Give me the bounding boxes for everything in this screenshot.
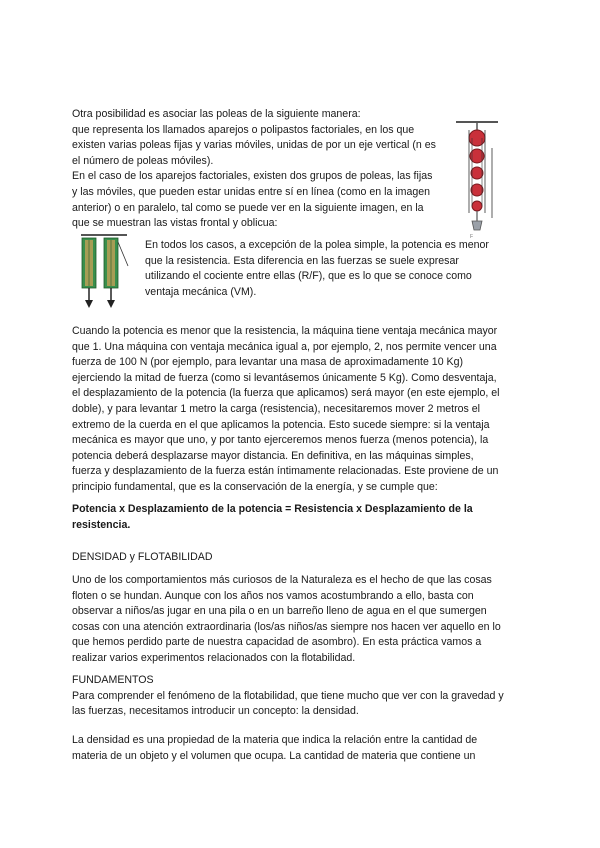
density-block <box>72 573 504 667</box>
formula-text: Potencia x Desplazamiento de la potencia = Resistencia x Desplazamiento de la resistencia. <box>72 503 473 531</box>
advantage-paragraph: Cuando la potencia es menor que la resistencia, la máquina tiene ventaja mecánica mayor que 1. Una máquina con ventaja mecánica igual a, por ejemplo, 2, nos permite vencer una fuerza de 100 N (por ejemplo, para levantar una masa de aproximadamente 10 Kg) ejerciendo la mitad de fuerza (como si levantásemos únicamente 5 Kg). Como desventaja, el desplazamiento de la potencia (la fuerza que aplicamos) será mayor (en este ejemplo, el doble), y para levantar 1 metro la carga (resistencia), necesitaremos mover 2 metros el extremo de la cuerda en el que aplicamos la potencia. Esto sucede siempre: si la ventaja mecánica es mayor que uno, y por tanto ejerceremos menos fuerza (menos potencia), la potencia deberá desplazarse mayor distancia. En definitiva, en las máquinas simples, fuerza y desplazamiento de la fuerza están íntimamente relacionadas. Este proviene de un principio fundamental, que es la conservación de la energía, y se cumple que: <box>72 325 500 493</box>
intro-line-1: Otra posibilidad es asociar las poleas de la siguiente manera: <box>72 108 361 120</box>
intro-paragraph: que representa los llamados aparejos o polipastos factoriales, en los que existen varias poleas fijas y varias móviles, unidas de por un eje vertical (n es el número de poleas móviles). <box>72 123 436 167</box>
advantage-block <box>72 324 504 496</box>
definition-block <box>72 733 504 764</box>
density-heading: DENSIDAD y FLOTABILIDAD <box>72 551 213 563</box>
density-heading-block <box>72 550 504 566</box>
fundamentos-heading: FUNDAMENTOS <box>72 674 154 686</box>
cases-paragraph: En todos los casos, a excepción de la polea simple, la potencia es menor que la resistencia. Esta diferencia en las fuerzas se suele expresar utilizando el cociente entre ellas (R/F), que es lo que se conoce como ventaja mecánica (VM). <box>145 239 489 298</box>
cases-block <box>145 238 500 300</box>
svg-text:F: F <box>470 234 474 240</box>
factorial-pulley-image <box>452 118 502 240</box>
density-paragraph: Uno de los comportamientos más curiosos de la Naturaleza es el hecho de que las cosas floten o se hundan. Aunque con los años nos vamos acostumbrando a ello, basta con observar a niños/as jugar en una pila o en un barreño lleno de agua en el que sumergen cosas con una atención extraordinaria (los/as niños/as siempre nos hacen ver aquello en lo que hemos perdido parte de nuestra capacidad de asombro). En esta práctica vamos a realizar varios experimentos relacionados con la flotabilidad. <box>72 574 501 664</box>
factorial-paragraph: En el caso de los aparejos factoriales, existen dos grupos de poleas, las fijas y las móviles, que pueden estar unidas entre sí en línea (como en la imagen anterior) o en paralelo, tal como se puede ver en la siguiente imagen, en la que se muestran las vistas frontal y oblicua: <box>72 170 433 230</box>
pulley-views-image <box>78 232 130 314</box>
definition-paragraph: La densidad es una propiedad de la materia que indica la relación entre la cantidad de materia de un objeto y el volumen que ocupa. La cantidad de materia que contiene un <box>72 734 478 762</box>
fundamentos-block <box>72 673 504 720</box>
formula-block <box>72 502 504 533</box>
fundamentos-paragraph: Para comprender el fenómeno de la flotabilidad, que tiene mucho que ver con la gravedad y las fuerzas, necesitamos introducir un concepto: la densidad. <box>72 689 504 718</box>
intro-block <box>72 107 437 232</box>
